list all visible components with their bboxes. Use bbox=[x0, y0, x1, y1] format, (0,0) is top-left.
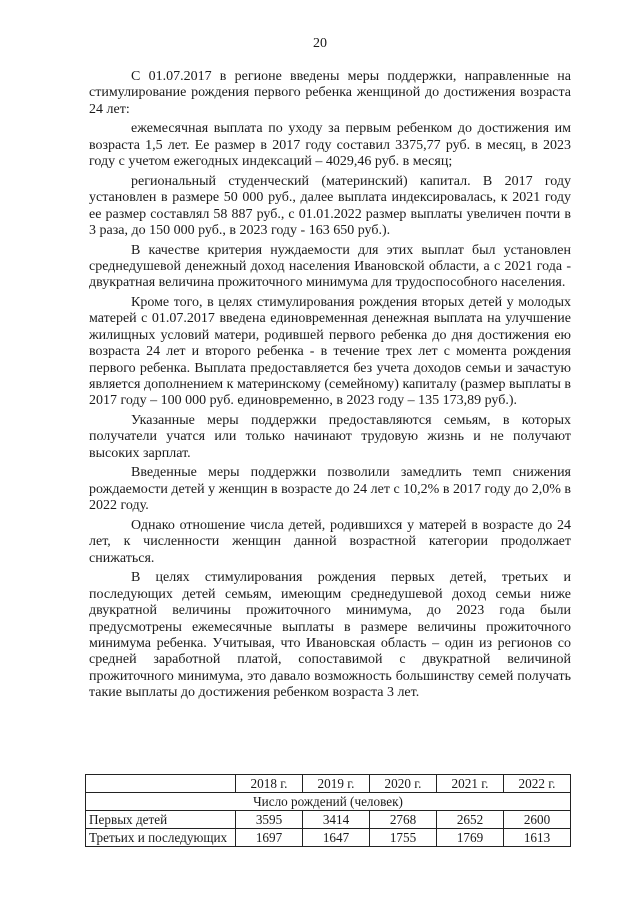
table-cell: 1697 bbox=[236, 829, 303, 847]
table-row-label: Третьих и последующих bbox=[86, 829, 236, 847]
paragraph: ежемесячная выплата по уходу за первым ребенком до достижения им возраста 1,5 лет. Ее размер в 2017 году составил 3375,77 руб. в месяц, в 2023 году с учетом ежегодных индексаций – 4029,46 руб. в месяц; bbox=[89, 121, 571, 170]
table-cell: 3595 bbox=[236, 811, 303, 829]
paragraph: В целях стимулирования рождения первых детей, третьих и последующих детей семьям, имеющим среднедушевой доход семьи ниже двукратной величины прожиточного минимума, до 2023 года были предусмотрены ежемесячные выплаты в размере величины прожиточного минимума ребенка. Учитывая, что Ивановская область – один из регионов со средней заработной платой, сопоставимой с двукратной величиной прожиточного минимума, это давало возможность большинству семей получать такие выплаты до достижения ребенком возраста 3 лет. bbox=[89, 570, 571, 701]
table-cell: 2600 bbox=[504, 811, 571, 829]
table-cell: 1769 bbox=[437, 829, 504, 847]
table-cell: 2768 bbox=[370, 811, 437, 829]
table-caption-row bbox=[86, 793, 571, 811]
table-row-label: Первых детей bbox=[86, 811, 236, 829]
paragraph: В качестве критерия нуждаемости для этих выплат был установлен среднедушевой денежный доход населения Ивановской области, а с 2021 года - двукратная величина прожиточного минимума для трудоспособного населения. bbox=[89, 242, 571, 291]
table-year-header: 2019 г. bbox=[303, 775, 370, 793]
table-corner-cell bbox=[86, 775, 236, 793]
table-cell: 1647 bbox=[303, 829, 370, 847]
births-table bbox=[85, 774, 571, 847]
paragraph: Однако отношение числа детей, родившихся у матерей в возрасте до 24 лет, к численности женщин данной возрастной категории продолжает снижаться. bbox=[89, 517, 571, 566]
paragraph: С 01.07.2017 в регионе введены меры поддержки, направленные на стимулирование рождения первого ребенка женщиной до достижения возраста 24 лет: bbox=[89, 69, 571, 117]
table-row bbox=[86, 811, 571, 829]
table-year-header: 2018 г. bbox=[236, 775, 303, 793]
table-header-row bbox=[86, 775, 571, 793]
paragraph: Кроме того, в целях стимулирования рождения вторых детей у молодых матерей с 01.07.2017 введена единовременная денежная выплата на улучшение жилищных условий матери, родившей первого ребенка до дня достижения ею возраста 24 лет и второго ребенка - в течение трех лет с момента рождения первого ребенка. Выплата предоставляется без учета доходов семьи и зачастую является дополнением к материнскому (семейному) капиталу (размер выплаты в 2017 году – 100 000 руб. единовременно, в 2023 году – 135 173,89 руб.). bbox=[89, 295, 571, 409]
table-row bbox=[86, 829, 571, 847]
table-year-header: 2021 г. bbox=[437, 775, 504, 793]
table-cell: 1755 bbox=[370, 829, 437, 847]
table-cell: 1613 bbox=[504, 829, 571, 847]
body-text bbox=[89, 69, 571, 705]
page-number: 20 bbox=[313, 36, 327, 51]
paragraph: Введенные меры поддержки позволили замедлить темп снижения рождаемости детей у женщин в возрасте до 24 лет с 10,2% в 2017 году до 2,0% в 2022 году. bbox=[89, 465, 571, 514]
table-year-header: 2022 г. bbox=[504, 775, 571, 793]
table-cell: 3414 bbox=[303, 811, 370, 829]
paragraph: Указанные меры поддержки предоставляются семьям, в которых получатели учатся или только начинают трудовую жизнь и не получают высоких зарплат. bbox=[89, 413, 571, 461]
table-cell: 2652 bbox=[437, 811, 504, 829]
table-year-header: 2020 г. bbox=[370, 775, 437, 793]
table-caption: Число рождений (человек) bbox=[86, 793, 571, 811]
paragraph: региональный студенческий (материнский) капитал. В 2017 году установлен в размере 50 000 руб., далее выплата индексировалась, к 2021 году ее размер составлял 58 887 руб., с 01.01.2022 размер выплаты увеличен почти в 3 раза, до 150 000 руб., в 2023 году - 163 650 руб.). bbox=[89, 173, 571, 239]
